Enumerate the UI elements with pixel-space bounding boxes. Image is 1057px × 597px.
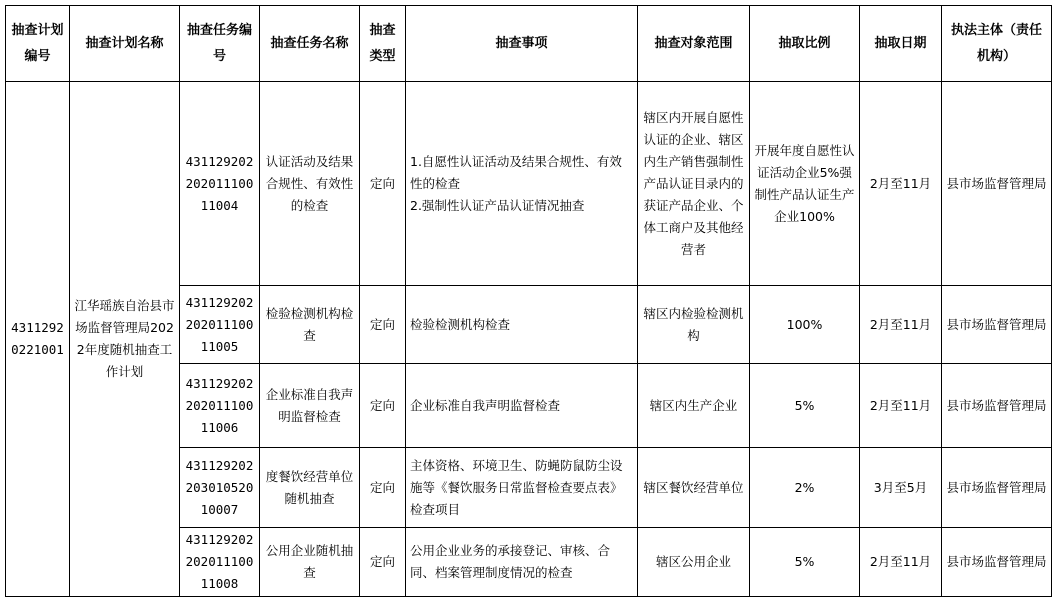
task-id-cell: 43112920220201110011006: [180, 364, 260, 448]
task-type-cell: 定向: [360, 528, 406, 597]
task-name-cell: 企业标准自我声明监督检查: [260, 364, 360, 448]
header-plan-name: 抽查计划名称: [70, 6, 180, 82]
header-type: 抽查类型: [360, 6, 406, 82]
inspection-plan-table: [5, 5, 1052, 597]
task-date-cell: 2月至11月: [860, 82, 942, 286]
task-type-cell: 定向: [360, 364, 406, 448]
task-scope-cell: 辖区内生产企业: [638, 364, 750, 448]
task-date-cell: 3月至5月: [860, 448, 942, 528]
task-name-cell: 度餐饮经营单位随机抽查: [260, 448, 360, 528]
plan-id-cell: 43112920221001: [6, 82, 70, 597]
task-date-cell: 2月至11月: [860, 286, 942, 364]
task-type-cell: 定向: [360, 448, 406, 528]
task-name-cell: 认证活动及结果合规性、有效性的检查: [260, 82, 360, 286]
task-item: 2.强制性认证产品认证情况抽查: [410, 197, 585, 213]
task-id-cell: 43112920220201110011005: [180, 286, 260, 364]
task-agency-cell: 县市场监督管理局: [942, 364, 1052, 448]
task-id-cell: 43112920220201110011008: [180, 528, 260, 597]
task-items-cell: [406, 364, 638, 448]
task-ratio-cell: 开展年度自愿性认证活动企业5%强制性产品认证生产企业100%: [750, 82, 860, 286]
task-id-cell: 43112920220201110011004: [180, 82, 260, 286]
header-task-id: 抽查任务编号: [180, 6, 260, 82]
task-item: 检验检测机构检查: [410, 316, 511, 332]
plan-name-cell: 江华瑶族自治县市场监督管理局2022年度随机抽查工作计划: [70, 82, 180, 597]
task-scope-cell: 辖区内开展自愿性认证的企业、辖区内生产销售强制性产品认证目录内的获证产品企业、个体工商户及其他经营者: [638, 82, 750, 286]
header-scope: 抽查对象范围: [638, 6, 750, 82]
task-agency-cell: 县市场监督管理局: [942, 448, 1052, 528]
task-items-cell: [406, 528, 638, 597]
header-ratio: 抽取比例: [750, 6, 860, 82]
task-name-cell: 检验检测机构检查: [260, 286, 360, 364]
task-items-cell: [406, 448, 638, 528]
header-items: 抽查事项: [406, 6, 638, 82]
task-type-cell: 定向: [360, 82, 406, 286]
header-date: 抽取日期: [860, 6, 942, 82]
task-name-cell: 公用企业随机抽查: [260, 528, 360, 597]
task-date-cell: 2月至11月: [860, 364, 942, 448]
task-agency-cell: 县市场监督管理局: [942, 528, 1052, 597]
header-row: [6, 6, 1052, 82]
task-scope-cell: 辖区内检验检测机构: [638, 286, 750, 364]
task-item: 1.自愿性认证活动及结果合规性、有效性的检查: [410, 153, 622, 191]
task-items-cell: [406, 286, 638, 364]
task-scope-cell: 辖区公用企业: [638, 528, 750, 597]
task-agency-cell: 县市场监督管理局: [942, 286, 1052, 364]
task-ratio-cell: 5%: [750, 364, 860, 448]
table-row: [6, 82, 1052, 286]
task-scope-cell: 辖区餐饮经营单位: [638, 448, 750, 528]
header-task-name: 抽查任务名称: [260, 6, 360, 82]
task-agency-cell: 县市场监督管理局: [942, 82, 1052, 286]
task-ratio-cell: 100%: [750, 286, 860, 364]
header-agency: 执法主体（责任机构）: [942, 6, 1052, 82]
task-ratio-cell: 2%: [750, 448, 860, 528]
task-item: 企业标准自我声明监督检查: [410, 397, 561, 413]
task-type-cell: 定向: [360, 286, 406, 364]
task-ratio-cell: 5%: [750, 528, 860, 597]
task-items-cell: [406, 82, 638, 286]
task-id-cell: 43112920220301052010007: [180, 448, 260, 528]
task-item: 公用企业业务的承接登记、审核、合同、档案管理制度情况的检查: [410, 543, 611, 580]
header-plan-id: 抽查计划编号: [6, 6, 70, 82]
task-item: 主体资格、环境卫生、防蝇防鼠防尘设施等《餐饮服务日常监督检查要点表》检查项目: [410, 457, 623, 517]
task-date-cell: 2月至11月: [860, 528, 942, 597]
